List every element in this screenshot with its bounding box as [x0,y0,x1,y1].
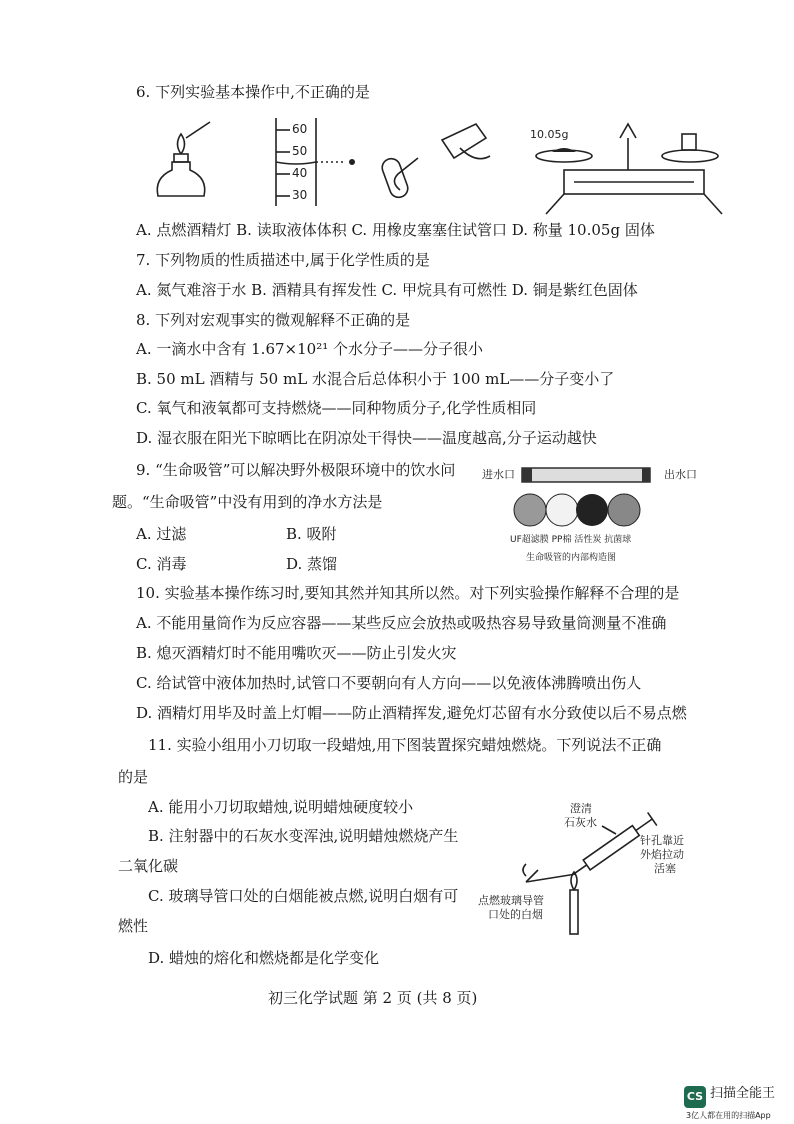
needle-label-3: 活塞 [654,862,676,875]
needle-label-1: 针孔靠近 [640,834,684,847]
needle-label-2: 外焰拉动 [640,848,684,861]
q11-option-b-line2: 二氧化碳 [118,857,179,875]
q9-option-c: C. 消毒 [136,555,187,573]
filter-parts: UF超滤膜 PP棉 活性炭 抗菌球 [510,535,632,545]
life-straw-figure [482,464,698,568]
q8-option-d: D. 湿衣服在阳光下晾晒比在阴凉处干得快——温度越高,分子运动越快 [136,429,597,447]
q8-option-c: C. 氧气和液氧都可支持燃烧——同种物质分子,化学性质相同 [136,399,537,417]
graduated-cylinder-figure [276,118,355,206]
scale-50: 50 [292,144,308,158]
q9-option-a: A. 过滤 [136,525,187,543]
q9-option-b: B. 吸附 [286,525,337,543]
q11-stem-line1: 11. 实验小组用小刀切取一段蜡烛,用下图装置探究蜡烛燃烧。下列说法不正确 [148,736,662,754]
watermark-tagline: 3亿人都在用的扫描App [686,1111,771,1120]
q7-options: A. 氮气难溶于水 B. 酒精具有挥发性 C. 甲烷具有可燃性 D. 铜是紫红色固体 [136,281,638,299]
outlet-label: 出水口 [664,468,697,481]
straw-caption: 生命吸管的内部构造图 [526,553,617,563]
q6-options: A. 点燃酒精灯 B. 读取液体体积 C. 用橡皮塞塞住试管口 D. 称量 10.05g 固体 [136,221,655,239]
test-tube-stopper-figure [380,124,490,200]
limewater-label-1: 澄清 [570,802,592,815]
q10-option-a: A. 不能用量筒作为反应容器——某些反应会放热或吸热容易导致量筒测量不准确 [136,614,667,632]
smoke-label-1: 点燃玻璃导管 [478,894,544,907]
mass-label: 10.05g [530,128,569,141]
q10-stem: 10. 实验基本操作练习时,要知其然并知其所以然。对下列实验操作解释不合理的是 [136,584,680,602]
q8-option-a: A. 一滴水中含有 1.67×10²¹ 个水分子——分子很小 [136,340,483,358]
scale-60: 60 [292,122,308,136]
q10-option-d: D. 酒精灯用毕及时盖上灯帽——防止酒精挥发,避免灯芯留有水分致使以后不易点燃 [136,704,687,722]
q11-option-b-line1: B. 注射器中的石灰水变浑浊,说明蜡烛燃烧产生 [148,827,459,845]
alcohol-lamp-figure [157,122,210,196]
q9-stem-line1: 9. “生命吸管”可以解决野外极限环境中的饮水问 [136,461,456,479]
q8-option-b: B. 50 mL 酒精与 50 mL 水混合后总体积小于 100 mL——分子变小了 [136,370,615,388]
camscanner-logo-icon: CS [684,1086,706,1108]
watermark-name: 扫描全能王 [710,1086,776,1101]
inlet-label: 进水口 [482,468,515,481]
q6-stem: 6. 下列实验基本操作中,不正确的是 [136,83,370,101]
q9-stem-line2: 题。“生命吸管”中没有用到的净水方法是 [112,493,383,511]
balance-figure [530,124,722,214]
q8-stem: 8. 下列对宏观事实的微观解释不正确的是 [136,311,411,329]
q11-stem-line2: 的是 [118,768,149,786]
q7-stem: 7. 下列物质的性质描述中,属于化学性质的是 [136,251,430,269]
q10-option-b: B. 熄灭酒精灯时不能用嘴吹灭——防止引发火灾 [136,644,457,662]
q11-option-d: D. 蜡烛的熔化和燃烧都是化学变化 [148,949,380,967]
candle-syringe-figure [478,800,698,940]
scale-30: 30 [292,188,308,202]
q6-figures [150,118,710,218]
page-footer: 初三化学试题 第 2 页 (共 8 页) [268,989,478,1007]
smoke-label-2: 口处的白烟 [488,908,543,921]
q11-option-c-line1: C. 玻璃导管口处的白烟能被点燃,说明白烟有可 [148,887,459,905]
q11-option-a: A. 能用小刀切取蜡烛,说明蜡烛硬度较小 [148,798,414,816]
q10-option-c: C. 给试管中液体加热时,试管口不要朝向有人方向——以免液体沸腾喷出伤人 [136,674,642,692]
q9-option-d: D. 蒸馏 [286,555,338,573]
limewater-label-2: 石灰水 [564,816,597,829]
scale-40: 40 [292,166,308,180]
q11-option-c-line2: 燃性 [118,917,149,935]
